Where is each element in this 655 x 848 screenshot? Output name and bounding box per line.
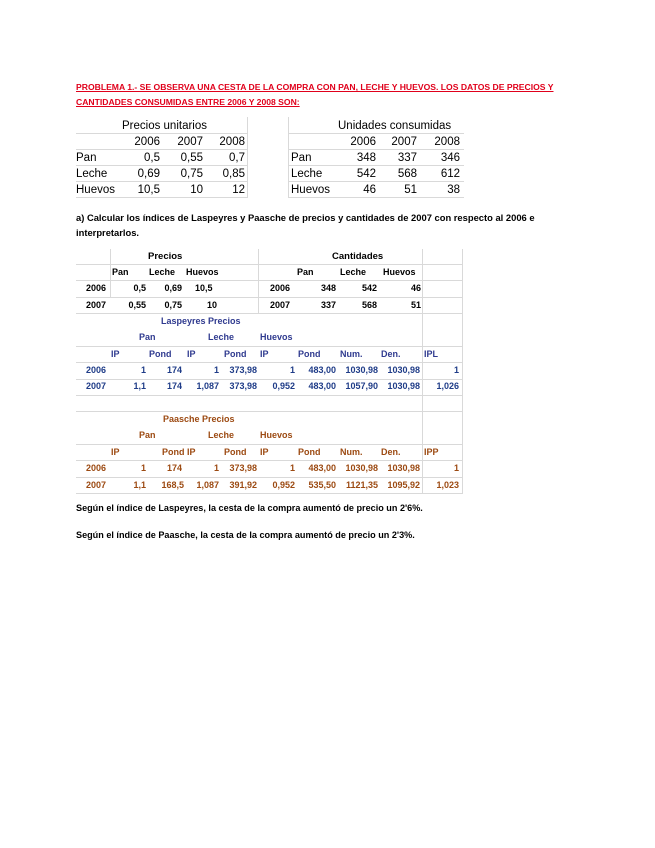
laspeyres-group: Pan <box>139 332 156 342</box>
units-table-title: Unidades consumidas <box>338 120 452 132</box>
prices-row-label: Pan <box>76 152 97 164</box>
laspeyres-title: Laspeyres Precios <box>161 316 241 326</box>
paasche-cell: 1121,35 <box>345 480 378 490</box>
laspeyres-cell: 373,98 <box>229 381 257 391</box>
laspeyres-col: Num. <box>340 349 363 359</box>
laspeyres-cell: 1030,98 <box>387 365 420 375</box>
laspeyres-col: IP <box>187 349 196 359</box>
prices-cell: 0,85 <box>222 168 245 180</box>
paasche-ipp: 1,023 <box>436 480 459 490</box>
prices-year: 2007 <box>177 136 203 148</box>
prices-cell: 10,5 <box>137 184 160 196</box>
units-row-label: Leche <box>291 168 323 180</box>
paasche-cell: 1 <box>140 463 146 473</box>
prices-row-label: Huevos <box>76 184 115 196</box>
cantidad-cell: 46 <box>410 283 421 293</box>
paasche-col: Den. <box>381 447 401 457</box>
paasche-cell: 373,98 <box>229 463 257 473</box>
precio-cell: 10,5 <box>195 283 213 293</box>
prices-cell: 0,5 <box>144 152 160 164</box>
units-row-label: Pan <box>291 152 312 164</box>
paasche-col: IP <box>260 447 269 457</box>
units-cell: 51 <box>404 184 417 196</box>
laspeyres-cell: 1030,98 <box>387 381 420 391</box>
prices-row-label: Leche <box>76 168 108 180</box>
paasche-title: Paasche Precios <box>163 414 235 424</box>
cantidad-cell: 337 <box>320 300 336 310</box>
paasche-cell: 168,5 <box>161 480 184 490</box>
laspeyres-cell: 1030,98 <box>345 365 378 375</box>
laspeyres-ipl: 1,026 <box>436 381 459 391</box>
units-cell: 568 <box>397 168 417 180</box>
paasche-cell: 1 <box>213 463 219 473</box>
paasche-group: Leche <box>208 430 235 440</box>
laspeyres-group: Huevos <box>260 332 293 342</box>
problem-title: PROBLEMA 1.- SE OBSERVA UNA CESTA DE LA COMPRA CON PAN, LECHE Y HUEVOS. LOS DATOS DE PRECIOS Y CANTIDADES CONSUMIDAS ENTRE 2006 Y 2008 SON: <box>76 82 554 107</box>
prices-cell: 0,7 <box>229 152 245 164</box>
item-header: Pan <box>297 267 314 277</box>
precio-cell: 0,75 <box>164 300 182 310</box>
units-cell: 337 <box>397 152 417 164</box>
paasche-ipp: 1 <box>453 463 459 473</box>
paasche-cell: 1095,92 <box>387 480 420 490</box>
conclusion-paasche: Según el índice de Paasche, la cesta de la compra aumentó de precio un 2'3%. <box>76 530 415 540</box>
prices-year: 2008 <box>219 136 245 148</box>
prices-cell: 0,69 <box>137 168 160 180</box>
precio-cell: 0,69 <box>164 283 182 293</box>
laspeyres-cell: 1 <box>213 365 219 375</box>
paasche-group: Huevos <box>260 430 293 440</box>
paasche-cell: 535,50 <box>308 480 336 490</box>
conclusion-laspeyres: Según el índice de Laspeyres, la cesta de la compra aumentó de precio un 2'6%. <box>76 503 423 513</box>
units-row-label: Huevos <box>291 184 330 196</box>
units-cell: 348 <box>356 152 376 164</box>
paasche-col: Num. <box>340 447 363 457</box>
laspeyres-cell: 1,087 <box>196 381 219 391</box>
item-header: Pan <box>112 267 129 277</box>
paasche-cell: 1,1 <box>133 480 146 490</box>
precio-cell: 0,5 <box>133 283 146 293</box>
precio-cell: 0,55 <box>128 300 146 310</box>
paasche-cell: 1 <box>289 463 295 473</box>
laspeyres-col: Pond <box>149 349 172 359</box>
paasche-cell: 1030,98 <box>387 463 420 473</box>
precio-cell: 10 <box>207 300 218 310</box>
item-header: Huevos <box>383 267 416 277</box>
prices-cell: 0,55 <box>180 152 203 164</box>
laspeyres-col: Den. <box>381 349 401 359</box>
prices-year: 2006 <box>134 136 160 148</box>
cantidad-cell: 51 <box>410 300 421 310</box>
laspeyres-cell: 373,98 <box>229 365 257 375</box>
paasche-cell: 1030,98 <box>345 463 378 473</box>
cantidad-cell: 568 <box>361 300 377 310</box>
paasche-col: Pond <box>298 447 321 457</box>
units-cell: 46 <box>363 184 376 196</box>
paasche-group: Pan <box>139 430 156 440</box>
laspeyres-cell: 1 <box>289 365 295 375</box>
units-year: 2008 <box>434 136 460 148</box>
row-year: 2007 <box>270 300 291 310</box>
row-year: 2006 <box>270 283 291 293</box>
paasche-col: IP <box>111 447 120 457</box>
laspeyres-cell: 174 <box>166 365 182 375</box>
paasche-col: IP <box>187 447 196 457</box>
prices-cell: 0,75 <box>180 168 203 180</box>
paasche-cell: 174 <box>166 463 182 473</box>
units-year: 2006 <box>350 136 376 148</box>
units-cell: 38 <box>447 184 460 196</box>
prices-cell: 12 <box>232 184 245 196</box>
paasche-cell: 1,087 <box>196 480 219 490</box>
paasche-cell: 391,92 <box>229 480 257 490</box>
laspeyres-year: 2006 <box>86 365 107 375</box>
laspeyres-col: IP <box>260 349 269 359</box>
laspeyres-cell: 1 <box>140 365 146 375</box>
laspeyres-cell: 483,00 <box>308 365 336 375</box>
units-cell: 346 <box>440 152 460 164</box>
item-header: Leche <box>340 267 367 277</box>
item-header: Leche <box>149 267 176 277</box>
row-year: 2007 <box>86 300 107 310</box>
paasche-col: Pond <box>162 447 185 457</box>
laspeyres-col: Pond <box>224 349 247 359</box>
precios-header: Precios <box>148 251 183 262</box>
laspeyres-cell: 483,00 <box>308 381 336 391</box>
row-year: 2006 <box>86 283 107 293</box>
laspeyres-cell: 0,952 <box>272 381 295 391</box>
laspeyres-year: 2007 <box>86 381 107 391</box>
laspeyres-cell: 1057,90 <box>345 381 378 391</box>
item-header: Huevos <box>186 267 219 277</box>
cantidad-cell: 542 <box>361 283 377 293</box>
laspeyres-cell: 174 <box>166 381 182 391</box>
laspeyres-group: Leche <box>208 332 235 342</box>
units-year: 2007 <box>391 136 417 148</box>
question-a: a) Calcular los índices de Laspeyres y Paasche de precios y cantidades de 2007 con respecto al 2006 e interpretarlos. <box>76 212 535 238</box>
paasche-cell: 0,952 <box>272 480 295 490</box>
paasche-year: 2007 <box>86 480 107 490</box>
laspeyres-col: IPL <box>424 349 439 359</box>
paasche-cell: 483,00 <box>308 463 336 473</box>
laspeyres-col: Pond <box>298 349 321 359</box>
laspeyres-col: IP <box>111 349 120 359</box>
paasche-col: Pond <box>224 447 247 457</box>
units-cell: 542 <box>356 168 376 180</box>
paasche-col: IPP <box>424 447 439 457</box>
paasche-year: 2006 <box>86 463 107 473</box>
cantidad-cell: 348 <box>320 283 336 293</box>
prices-cell: 10 <box>190 184 203 196</box>
prices-table-title: Precios unitarios <box>122 120 208 132</box>
laspeyres-cell: 1,1 <box>133 381 146 391</box>
cantidades-header: Cantidades <box>332 251 384 262</box>
units-cell: 612 <box>440 168 460 180</box>
laspeyres-ipl: 1 <box>453 365 459 375</box>
